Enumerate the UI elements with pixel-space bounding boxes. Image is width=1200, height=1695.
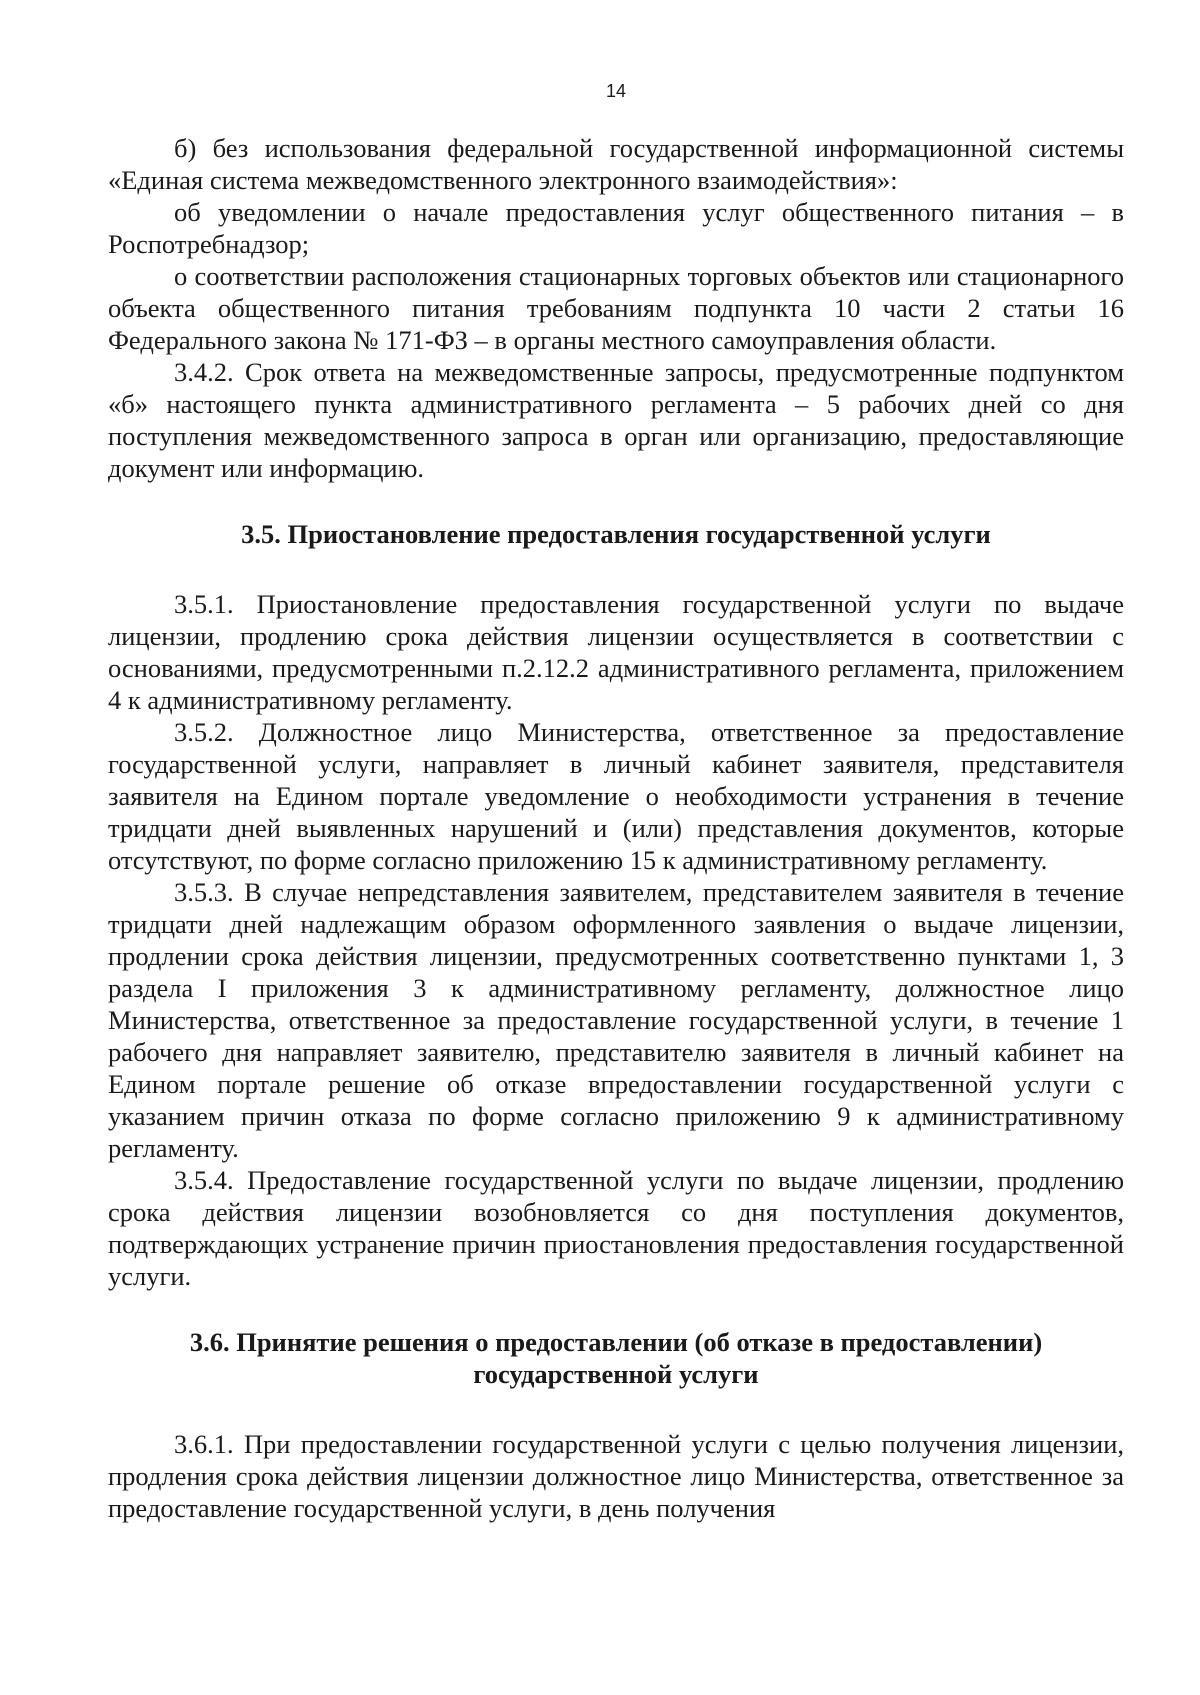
paragraph-b-without-smev: б) без использования федеральной государственной информационной системы «Единая система межведомственного электронного взаимодействия»: [108, 133, 1124, 195]
section-heading-3-6 [108, 1326, 1124, 1390]
section-heading-3-6-line2: государственной услуги [473, 1359, 759, 1389]
page-number: 14 [605, 81, 627, 101]
paragraph-3-5-2: 3.5.2. Должностное лицо Министерства, ответственное за предоставление государственной услуги, направляет в личный кабинет заявителя, представителя заявителя на Едином портале уведомление о необходимости устранения в течение тридцати дней выявленных нарушений и (или) представления документов, которые отсутствуют, по форме согласно приложению 15 к административному регламенту. [108, 717, 1124, 875]
paragraph-3-6-1: 3.6.1. При предоставлении государственной услуги с целью получения лицензии, продления срока действия лицензии должностное лицо Министерства, ответственное за предоставление государственной услуги, в день получения [108, 1429, 1124, 1523]
paragraph-3-5-1: 3.5.1. Приостановление предоставления государственной услуги по выдаче лицензии, продлению срока действия лицензии осуществляется в соответствии с основаниями, предусмотренными п.2.12.2 административного регламента, приложением 4 к административному регламенту. [108, 589, 1124, 715]
paragraph-3-5-3: 3.5.3. В случае непредставления заявителем, представителем заявителя в течение тридцати дней надлежащим образом оформленного заявления о выдаче лицензии, продлении срока действия лицензии, предусмотренных соответственно пунктами 1, 3 раздела I приложения 3 к административному регламенту, должностное лицо Министерства, ответственное за предоставление государственной услуги, в течение 1 рабочего дня направляет заявителю, представителю заявителя в личный кабинет на Едином портале решение об отказе впредоставлении государственной услуги с указанием причин отказа по форме согласно приложению 9 к административному регламенту. [108, 877, 1124, 1163]
paragraph-compliance-local-government: о соответствии расположения стационарных торговых объектов или стационарного объекта общественного питания требованиям подпункта 10 части 2 статьи 16 Федерального закона № 171-ФЗ – в органы местного самоуправления области. [108, 261, 1124, 355]
paragraph-3-5-4: 3.5.4. Предоставление государственной услуги по выдаче лицензии, продлению срока действия лицензии возобновляется со дня поступления документов, подтверждающих устранение причин приостановления предоставления государственной услуги. [108, 1165, 1124, 1291]
paragraph-notification-rospotrebnadzor: об уведомлении о начале предоставления услуг общественного питания – в Роспотребнадзор; [108, 197, 1124, 259]
paragraph-3-4-2: 3.4.2. Срок ответа на межведомственные запросы, предусмотренные подпунктом «б» настоящего пункта административного регламента – 5 рабочих дней со дня поступления межведомственного запроса в орган или организацию, предоставляющие документ или информацию. [108, 357, 1124, 483]
section-heading-3-6-line1: 3.6. Принятие решения о предоставлении (об отказе в предоставлении) [189, 1327, 1043, 1357]
section-heading-3-5: 3.5. Приостановление предоставления государственной услуги [241, 519, 991, 549]
